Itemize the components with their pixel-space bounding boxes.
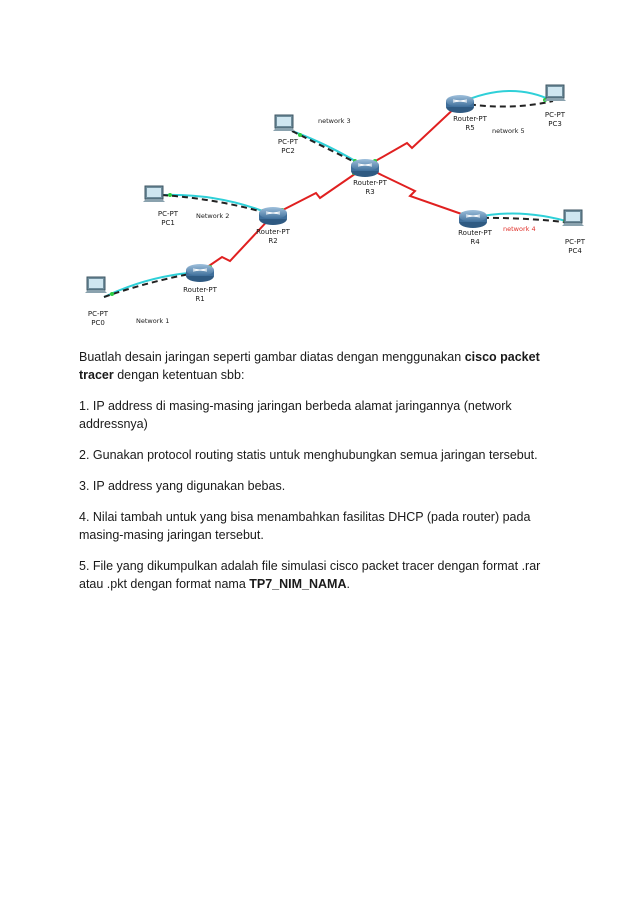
item-5: 5. File yang dikumpulkan adalah file simulasi cisco packet tracer dengan format .rar atau .pkt dengan format nama TP7_NIM_NAMA. <box>79 559 541 591</box>
network-5-label: network 5 <box>492 127 525 135</box>
assignment-text <box>79 348 559 606</box>
router-r4-name: R4 <box>470 238 480 246</box>
link-r3-r5 <box>365 103 460 167</box>
link-r2-r3 <box>273 167 365 215</box>
network-1-label: Network 1 <box>136 317 170 325</box>
pc-pc4[interactable] <box>562 210 584 226</box>
router-r3[interactable] <box>351 159 379 177</box>
pc-pc2-name: PC2 <box>281 147 295 155</box>
pc-pc2[interactable] <box>273 115 295 131</box>
pc-pc3-name: PC3 <box>548 120 562 128</box>
link-r1-r2 <box>200 215 273 272</box>
pc-pc2-type: PC-PT <box>277 138 299 146</box>
network-2-label: Network 2 <box>196 212 230 220</box>
pc-pc3-type: PC-PT <box>544 111 566 119</box>
router-r2-type: Router-PT <box>256 228 290 236</box>
pc-pc4-name: PC4 <box>568 247 582 255</box>
pc-pc0-type: PC-PT <box>87 310 109 318</box>
pc-pc0[interactable] <box>85 277 107 293</box>
intro-bold: cisco packet tracer <box>79 350 540 382</box>
router-r1[interactable] <box>186 264 214 282</box>
serial-links <box>200 103 473 272</box>
network-topology-diagram <box>70 75 600 335</box>
router-r1-type: Router-PT <box>183 286 217 294</box>
item-3: 3. IP address yang digunakan bebas. <box>79 479 286 493</box>
pc-pc4-type: PC-PT <box>564 238 586 246</box>
router-r2-name: R2 <box>268 237 278 245</box>
router-r2[interactable] <box>259 207 287 225</box>
router-r1-name: R1 <box>195 295 205 303</box>
router-r5-name: R5 <box>465 124 475 132</box>
pc-pc1[interactable] <box>143 186 165 202</box>
pc-pc0-name: PC0 <box>91 319 105 327</box>
router-r4-type: Router-PT <box>458 229 492 237</box>
file-name-format: TP7_NIM_NAMA <box>249 577 347 591</box>
intro-paragraph: Buatlah desain jaringan seperti gambar diatas dengan menggunakan cisco packet tracer dengan ketentuan sbb: <box>79 350 540 382</box>
network-4-label: network 4 <box>503 225 536 233</box>
item-4: 4. Nilai tambah untuk yang bisa menambahkan fasilitas DHCP (pada router) pada masing-masing jaringan tersebut. <box>79 510 531 542</box>
router-r3-name: R3 <box>365 188 375 196</box>
pc-pc1-type: PC-PT <box>157 210 179 218</box>
router-r4[interactable] <box>459 210 487 228</box>
pc-pc1-name: PC1 <box>161 219 175 227</box>
item-1: 1. IP address di masing-masing jaringan berbeda alamat jaringannya (network addressnya) <box>79 399 512 431</box>
link-r3-r4 <box>365 167 473 218</box>
device-labels <box>88 111 586 327</box>
pc-pc3[interactable] <box>544 85 566 101</box>
item-2: 2. Gunakan protocol routing statis untuk menghubungkan semua jaringan tersebut. <box>79 448 538 462</box>
router-r5[interactable] <box>446 95 474 113</box>
router-r3-type: Router-PT <box>353 179 387 187</box>
network-3-label: network 3 <box>318 117 351 125</box>
router-r5-type: Router-PT <box>453 115 487 123</box>
